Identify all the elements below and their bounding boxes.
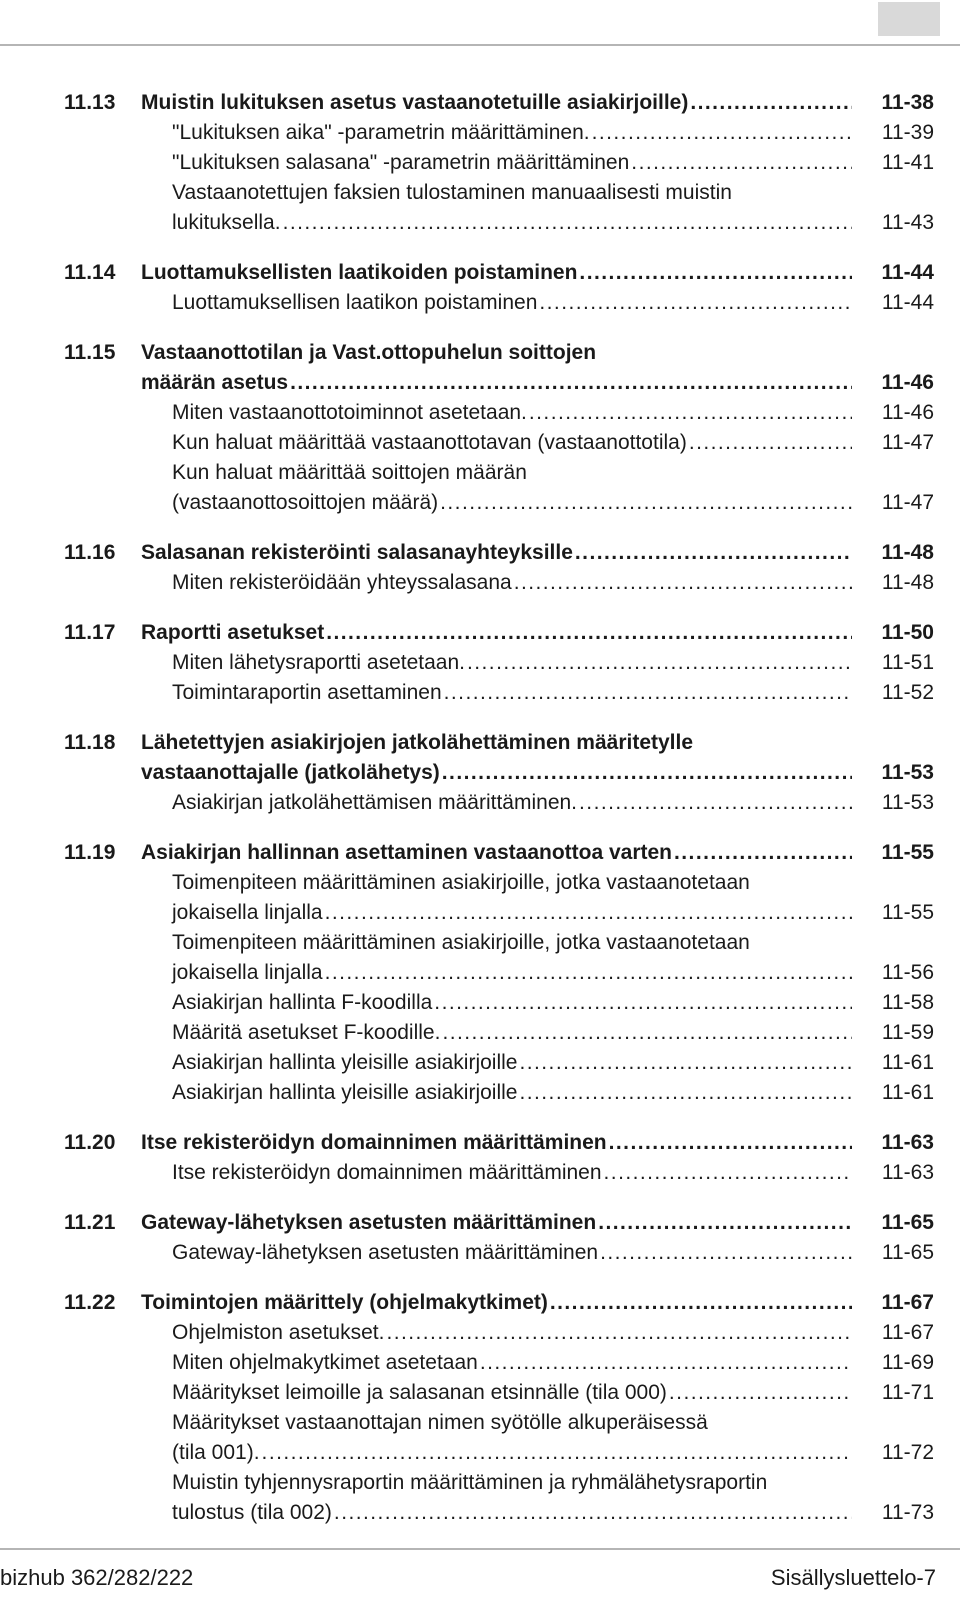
subentry-body <box>172 1438 854 1468</box>
dot-leader <box>669 1378 852 1408</box>
subentry-page: 11-72 <box>881 1441 934 1464</box>
section-page: 11-44 <box>881 261 934 284</box>
section-title: Salasanan rekisteröinti salasanayhteyksille <box>141 541 573 564</box>
toc-subentry-row[interactable] <box>64 648 934 678</box>
subentry-body <box>172 1048 854 1078</box>
dot-leader <box>579 258 852 288</box>
section-title: Lähetettyjen asiakirjojen jatkolähettäminen määritetylle <box>141 731 694 754</box>
dot-leader <box>690 88 852 118</box>
dot-leader <box>334 1498 852 1528</box>
section-title: Vastaanottotilan ja Vast.ottopuhelun soittojen <box>141 341 597 364</box>
subentry-page: 11-65 <box>881 1241 934 1264</box>
toc-section <box>64 1208 934 1268</box>
toc-subentry-row[interactable] <box>64 568 934 598</box>
toc-subentry-row[interactable] <box>64 898 934 928</box>
corner-tab-marker <box>878 2 940 36</box>
subentry-title: Itse rekisteröidyn domainnimen määrittäminen <box>172 1161 602 1184</box>
subentry-page: 11-47 <box>881 491 934 514</box>
subentry-title: Gateway-lähetyksen asetusten määrittäminen <box>172 1241 599 1264</box>
subentry-body <box>172 458 854 488</box>
subentry-title: (tila 001). <box>172 1441 260 1464</box>
subentry-title: jokaisella linjalla <box>172 961 323 984</box>
subentry-body <box>172 788 854 818</box>
dot-leader <box>442 758 852 788</box>
subentry-title: Miten ohjelmakytkimet asetetaan <box>172 1351 478 1374</box>
toc-heading-row[interactable] <box>64 728 934 758</box>
dot-leader <box>598 1208 852 1238</box>
heading-body <box>141 258 854 288</box>
section-number: 11.22 <box>64 1291 116 1314</box>
toc-subentry-row[interactable] <box>64 488 934 518</box>
section-page: 11-65 <box>881 1211 934 1234</box>
subentry-page: 11-47 <box>881 431 934 454</box>
subentry-title: Toimenpiteen määrittäminen asiakirjoille, jotka vastaanotetaan <box>172 931 750 954</box>
dot-leader <box>514 568 852 598</box>
toc-subentry-row[interactable] <box>64 958 934 988</box>
toc-section <box>64 1128 934 1188</box>
subentry-body <box>172 928 854 958</box>
toc-section <box>64 258 934 318</box>
dot-leader <box>579 788 852 818</box>
subentry-title: Miten rekisteröidään yhteyssalasana <box>172 571 512 594</box>
toc-subentry-row[interactable] <box>64 788 934 818</box>
dot-leader <box>604 1158 852 1188</box>
subentry-body <box>172 648 854 678</box>
subentry-body <box>172 288 854 318</box>
subentry-body <box>172 1408 854 1438</box>
subentry-page: 11-61 <box>881 1051 934 1074</box>
toc-subentry-row[interactable] <box>64 1408 934 1438</box>
toc-subentry-row[interactable] <box>64 1498 934 1528</box>
toc-subentry-row[interactable] <box>64 1018 934 1048</box>
dot-leader <box>689 428 852 458</box>
subentry-title: (vastaanottosoittojen määrä) <box>172 491 439 514</box>
section-title: Asiakirjan hallinnan asettaminen vastaanottoa varten <box>141 841 673 864</box>
heading-body <box>141 1208 854 1238</box>
subentry-body <box>172 1018 854 1048</box>
toc-subentry-row[interactable] <box>64 1078 934 1108</box>
section-number: 11.14 <box>64 261 116 284</box>
toc-heading-row[interactable] <box>64 338 934 368</box>
toc-subentry-row[interactable] <box>64 1438 934 1468</box>
dot-leader <box>290 368 852 398</box>
toc-subentry-row[interactable] <box>64 148 934 178</box>
subentry-title: Kun haluat määrittää soittojen määrän <box>172 461 527 484</box>
toc-subentry-row[interactable] <box>64 428 934 458</box>
subentry-body <box>172 208 854 238</box>
toc-heading-row[interactable] <box>64 1128 934 1158</box>
subentry-page: 11-48 <box>881 571 934 594</box>
subentry-body <box>172 1468 854 1498</box>
subentry-body <box>172 148 854 178</box>
subentry-body <box>172 678 854 708</box>
subentry-body <box>172 1498 854 1528</box>
subentry-body <box>172 1078 854 1108</box>
dot-leader <box>467 648 852 678</box>
dot-leader <box>519 1048 852 1078</box>
dot-leader <box>434 988 852 1018</box>
subentry-body <box>172 1238 854 1268</box>
heading-body <box>141 618 854 648</box>
subentry-title: Miten lähetysraportti asetetaan. <box>172 651 465 674</box>
subentry-page: 11-67 <box>881 1321 934 1344</box>
dot-leader <box>325 898 852 928</box>
toc-heading-row[interactable] <box>64 538 934 568</box>
subentry-page: 11-44 <box>881 291 934 314</box>
heading-body <box>141 728 854 758</box>
toc-heading-row[interactable] <box>64 258 934 288</box>
toc-subentry-row[interactable] <box>64 1238 934 1268</box>
toc-subentry-row[interactable] <box>64 1158 934 1188</box>
dot-leader <box>442 1018 852 1048</box>
subentry-title: Muistin tyhjennysraportin määrittäminen ja ryhmälähetysraportin <box>172 1471 768 1494</box>
toc-section <box>64 838 934 1108</box>
subentry-body <box>172 428 854 458</box>
subentry-page: 11-59 <box>881 1021 934 1044</box>
heading-body <box>141 1128 854 1158</box>
section-title: Gateway-lähetyksen asetusten määrittäminen <box>141 1211 597 1234</box>
subentry-title: Kun haluat määrittää vastaanottotavan (vastaanottotila) <box>172 431 687 454</box>
section-number: 11.16 <box>64 541 116 564</box>
toc-subentry-row[interactable] <box>64 928 934 958</box>
subentry-title: lukituksella. <box>172 211 281 234</box>
toc-heading-row[interactable] <box>64 1208 934 1238</box>
section-page: 11-55 <box>881 841 934 864</box>
toc-section <box>64 1288 934 1528</box>
section-number: 11.19 <box>64 841 116 864</box>
toc-section <box>64 338 934 518</box>
subentry-page: 11-69 <box>881 1351 934 1374</box>
subentry-title: Määritykset leimoille ja salasanan etsinnälle (tila 000) <box>172 1381 667 1404</box>
dot-leader <box>444 678 852 708</box>
dot-leader <box>600 1238 852 1268</box>
dot-leader <box>326 618 852 648</box>
subentry-page: 11-55 <box>881 901 934 924</box>
section-title: Raportti asetukset <box>141 621 325 644</box>
dot-leader <box>631 148 852 178</box>
heading-body <box>141 368 854 398</box>
section-title: Itse rekisteröidyn domainnimen määrittäminen <box>141 1131 607 1154</box>
dot-leader <box>386 1318 852 1348</box>
toc-subentry-row[interactable] <box>64 208 934 238</box>
subentry-title: Vastaanotettujen faksien tulostaminen manuaalisesti muistin <box>172 181 732 204</box>
subentry-body <box>172 958 854 988</box>
subentry-page: 11-58 <box>881 991 934 1014</box>
subentry-title: Toimintaraportin asettaminen <box>172 681 442 704</box>
heading-body <box>141 1288 854 1318</box>
toc-section <box>64 728 934 818</box>
subentry-title: jokaisella linjalla <box>172 901 323 924</box>
section-number: 11.15 <box>64 341 116 364</box>
subentry-body <box>172 868 854 898</box>
section-page: 11-63 <box>881 1131 934 1154</box>
section-number: 11.13 <box>64 91 116 114</box>
subentry-body <box>172 1318 854 1348</box>
subentry-title: Toimenpiteen määrittäminen asiakirjoille, jotka vastaanotetaan <box>172 871 750 894</box>
toc-section <box>64 88 934 238</box>
dot-leader <box>440 488 852 518</box>
section-number: 11.17 <box>64 621 116 644</box>
subentry-title: Ohjelmiston asetukset. <box>172 1321 385 1344</box>
toc-heading-row[interactable] <box>64 618 934 648</box>
subentry-page: 11-43 <box>881 211 934 234</box>
dot-leader <box>575 538 852 568</box>
subentry-title: Määritykset vastaanottajan nimen syötölle alkuperäisessä <box>172 1411 708 1434</box>
section-number: 11.20 <box>64 1131 116 1154</box>
section-title: vastaanottajalle (jatkolähetys) <box>141 761 440 784</box>
dot-leader <box>609 1128 852 1158</box>
toc-subentry-row[interactable] <box>64 398 934 428</box>
toc-subentry-row[interactable] <box>64 678 934 708</box>
toc-subentry-row[interactable] <box>64 1348 934 1378</box>
section-number: 11.21 <box>64 1211 116 1234</box>
subentry-body <box>172 118 854 148</box>
toc-subentry-row[interactable] <box>64 1048 934 1078</box>
footer-product-name: bizhub 362/282/222 <box>0 1565 194 1590</box>
subentry-title: Asiakirjan hallinta yleisille asiakirjoille <box>172 1081 518 1104</box>
heading-body <box>141 338 854 368</box>
toc-heading-row[interactable] <box>64 88 934 118</box>
dot-leader <box>539 288 852 318</box>
table-of-contents <box>64 88 934 1548</box>
subentry-body <box>172 988 854 1018</box>
toc-subentry-row[interactable] <box>64 988 934 1018</box>
section-number: 11.18 <box>64 731 116 754</box>
dot-leader <box>592 118 852 148</box>
toc-subentry-row[interactable] <box>64 1378 934 1408</box>
heading-body <box>141 88 854 118</box>
subentry-title: Määritä asetukset F-koodille. <box>172 1021 441 1044</box>
dot-leader <box>283 208 852 238</box>
section-page: 11-50 <box>881 621 934 644</box>
subentry-title: Asiakirjan hallinta yleisille asiakirjoille <box>172 1051 518 1074</box>
toc-subentry-row[interactable] <box>64 1468 934 1498</box>
dot-leader <box>519 1078 852 1108</box>
subentry-page: 11-52 <box>881 681 934 704</box>
subentry-title: Asiakirjan jatkolähettämisen määrittäminen. <box>172 791 578 814</box>
dot-leader <box>325 958 852 988</box>
subentry-body <box>172 1348 854 1378</box>
dot-leader <box>262 1438 852 1468</box>
subentry-title: "Lukituksen salasana" -parametrin määrittäminen <box>172 151 630 174</box>
toc-heading-row[interactable] <box>64 1288 934 1318</box>
section-page: 11-67 <box>881 1291 934 1314</box>
subentry-page: 11-41 <box>881 151 934 174</box>
subentry-body <box>172 398 854 428</box>
toc-subentry-row[interactable] <box>64 178 934 208</box>
dot-leader <box>674 838 852 868</box>
heading-body <box>141 538 854 568</box>
subentry-title: Miten vastaanottotoiminnot asetetaan. <box>172 401 527 424</box>
toc-heading-row[interactable] <box>64 368 934 398</box>
subentry-title: tulostus (tila 002) <box>172 1501 332 1524</box>
toc-subentry-row[interactable] <box>64 1318 934 1348</box>
heading-body <box>141 838 854 868</box>
section-title: Muistin lukituksen asetus vastaanotetuille asiakirjoille) <box>141 91 689 114</box>
bottom-rule <box>0 1548 960 1550</box>
footer-page-number: Sisällysluettelo-7 <box>770 1565 936 1590</box>
subentry-body <box>172 1158 854 1188</box>
toc-subentry-row[interactable] <box>64 118 934 148</box>
dot-leader <box>550 1288 852 1318</box>
subentry-title: Asiakirjan hallinta F-koodilla <box>172 991 433 1014</box>
toc-subentry-row[interactable] <box>64 458 934 488</box>
toc-section <box>64 538 934 598</box>
section-page: 11-53 <box>881 761 934 784</box>
subentry-title: "Lukituksen aika" -parametrin määrittäminen. <box>172 121 590 144</box>
section-page: 11-46 <box>881 371 934 394</box>
subentry-title: Luottamuksellisen laatikon poistaminen <box>172 291 538 314</box>
toc-heading-row[interactable] <box>64 838 934 868</box>
heading-body <box>141 758 854 788</box>
dot-leader <box>529 398 852 428</box>
subentry-body <box>172 1378 854 1408</box>
dot-leader <box>480 1348 852 1378</box>
subentry-page: 11-56 <box>881 961 934 984</box>
section-title: määrän asetus <box>141 371 289 394</box>
subentry-body <box>172 488 854 518</box>
subentry-body <box>172 568 854 598</box>
toc-subentry-row[interactable] <box>64 868 934 898</box>
subentry-page: 11-61 <box>881 1081 934 1104</box>
subentry-page: 11-46 <box>881 401 934 424</box>
subentry-body <box>172 898 854 928</box>
subentry-page: 11-53 <box>881 791 934 814</box>
toc-heading-row[interactable] <box>64 758 934 788</box>
subentry-page: 11-71 <box>881 1381 934 1404</box>
section-title: Toimintojen määrittely (ohjelmakytkimet) <box>141 1291 548 1314</box>
subentry-body <box>172 178 854 208</box>
section-page: 11-38 <box>881 91 934 114</box>
toc-section <box>64 618 934 708</box>
subentry-page: 11-39 <box>881 121 934 144</box>
top-rule <box>0 44 960 46</box>
section-title: Luottamuksellisten laatikoiden poistaminen <box>141 261 578 284</box>
toc-subentry-row[interactable] <box>64 288 934 318</box>
subentry-page: 11-51 <box>881 651 934 674</box>
subentry-page: 11-73 <box>881 1501 934 1524</box>
subentry-page: 11-63 <box>881 1161 934 1184</box>
section-page: 11-48 <box>881 541 934 564</box>
